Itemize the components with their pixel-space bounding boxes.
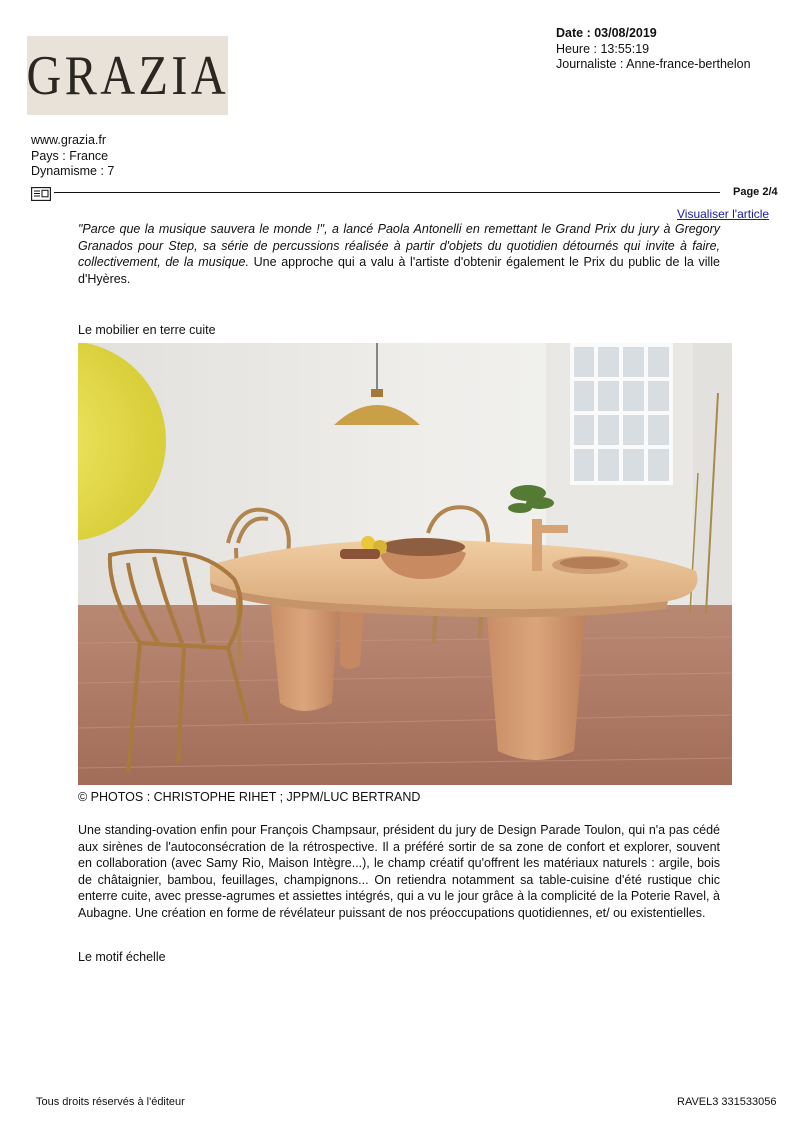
site-url: www.grazia.fr bbox=[31, 133, 107, 147]
terracotta-table-photo bbox=[78, 343, 732, 785]
body-paragraph: Une standing-ovation enfin pour François Champsaur, président du jury de Design Parade Toulon, qui n'a pas cédé aux sirènes de l'autoconsécration de la rétrospective. Il a préféré sortir de sa zone de confort et explorer, souvent en collaboration (avec Samy Rio, Maison Intègre...), le champ créatif qu'offrent les matériaux naturels : argile, bois de châtaignier, bambou, feuillages, champignons... On retiendra notamment sa table-cuisine d'été rustique chic enterre cuite, avec presse-agrumes et assiettes intégrés, qui a vu le jour grâce à la complicité de la Poterie Ravel, à Aubagne. Une création en forme de révélateur puissant de nos préoccupations quotidiennes, et/ ou existentielles. bbox=[78, 823, 720, 920]
footer-rights: Tous droits réservés à l'éditeur bbox=[36, 1096, 185, 1108]
country-label: Pays : France bbox=[31, 148, 109, 163]
view-article-link[interactable]: Visualiser l'article bbox=[677, 207, 770, 221]
subheading-ladder: Le motif échelle bbox=[78, 950, 166, 964]
intro-paragraph bbox=[78, 221, 720, 287]
article-photo bbox=[78, 343, 732, 785]
journalist-label: Journaliste : Anne-france-berthelon bbox=[556, 57, 751, 71]
intro-continuation: Une approche qui a valu à l'artiste d'obtenir également le Prix du public de la ville d'Hyères. bbox=[78, 255, 720, 286]
subheading-terracotta: Le mobilier en terre cuite bbox=[78, 323, 216, 337]
article-meta bbox=[556, 26, 751, 73]
intro-quote: "Parce que la musique sauvera le monde !", a lancé Paola Antonelli en remettant le Grand Prix du jury à Gregory Granados pour Step, sa série de percussions réalisée à partir d'objets du quotidien détournés qui invite à faire, collectivement, de la musique. bbox=[78, 222, 720, 269]
photo-credit: © PHOTOS : CHRISTOPHE RIHET ; JPPM/LUC BERTRAND bbox=[78, 790, 421, 804]
dynamism-label: Dynamisme : 7 bbox=[31, 164, 115, 178]
grazia-logo bbox=[27, 36, 228, 115]
header-rule bbox=[54, 192, 720, 193]
date-label: Date : 03/08/2019 bbox=[556, 26, 657, 40]
source-meta bbox=[31, 133, 114, 180]
page-number: Page 2/4 bbox=[733, 186, 778, 198]
document-icon bbox=[31, 187, 51, 201]
footer-reference: RAVEL3 331533056 bbox=[677, 1096, 777, 1108]
logo-text: GRAZIA bbox=[26, 44, 229, 107]
time-label: Heure : 13:55:19 bbox=[556, 41, 650, 56]
